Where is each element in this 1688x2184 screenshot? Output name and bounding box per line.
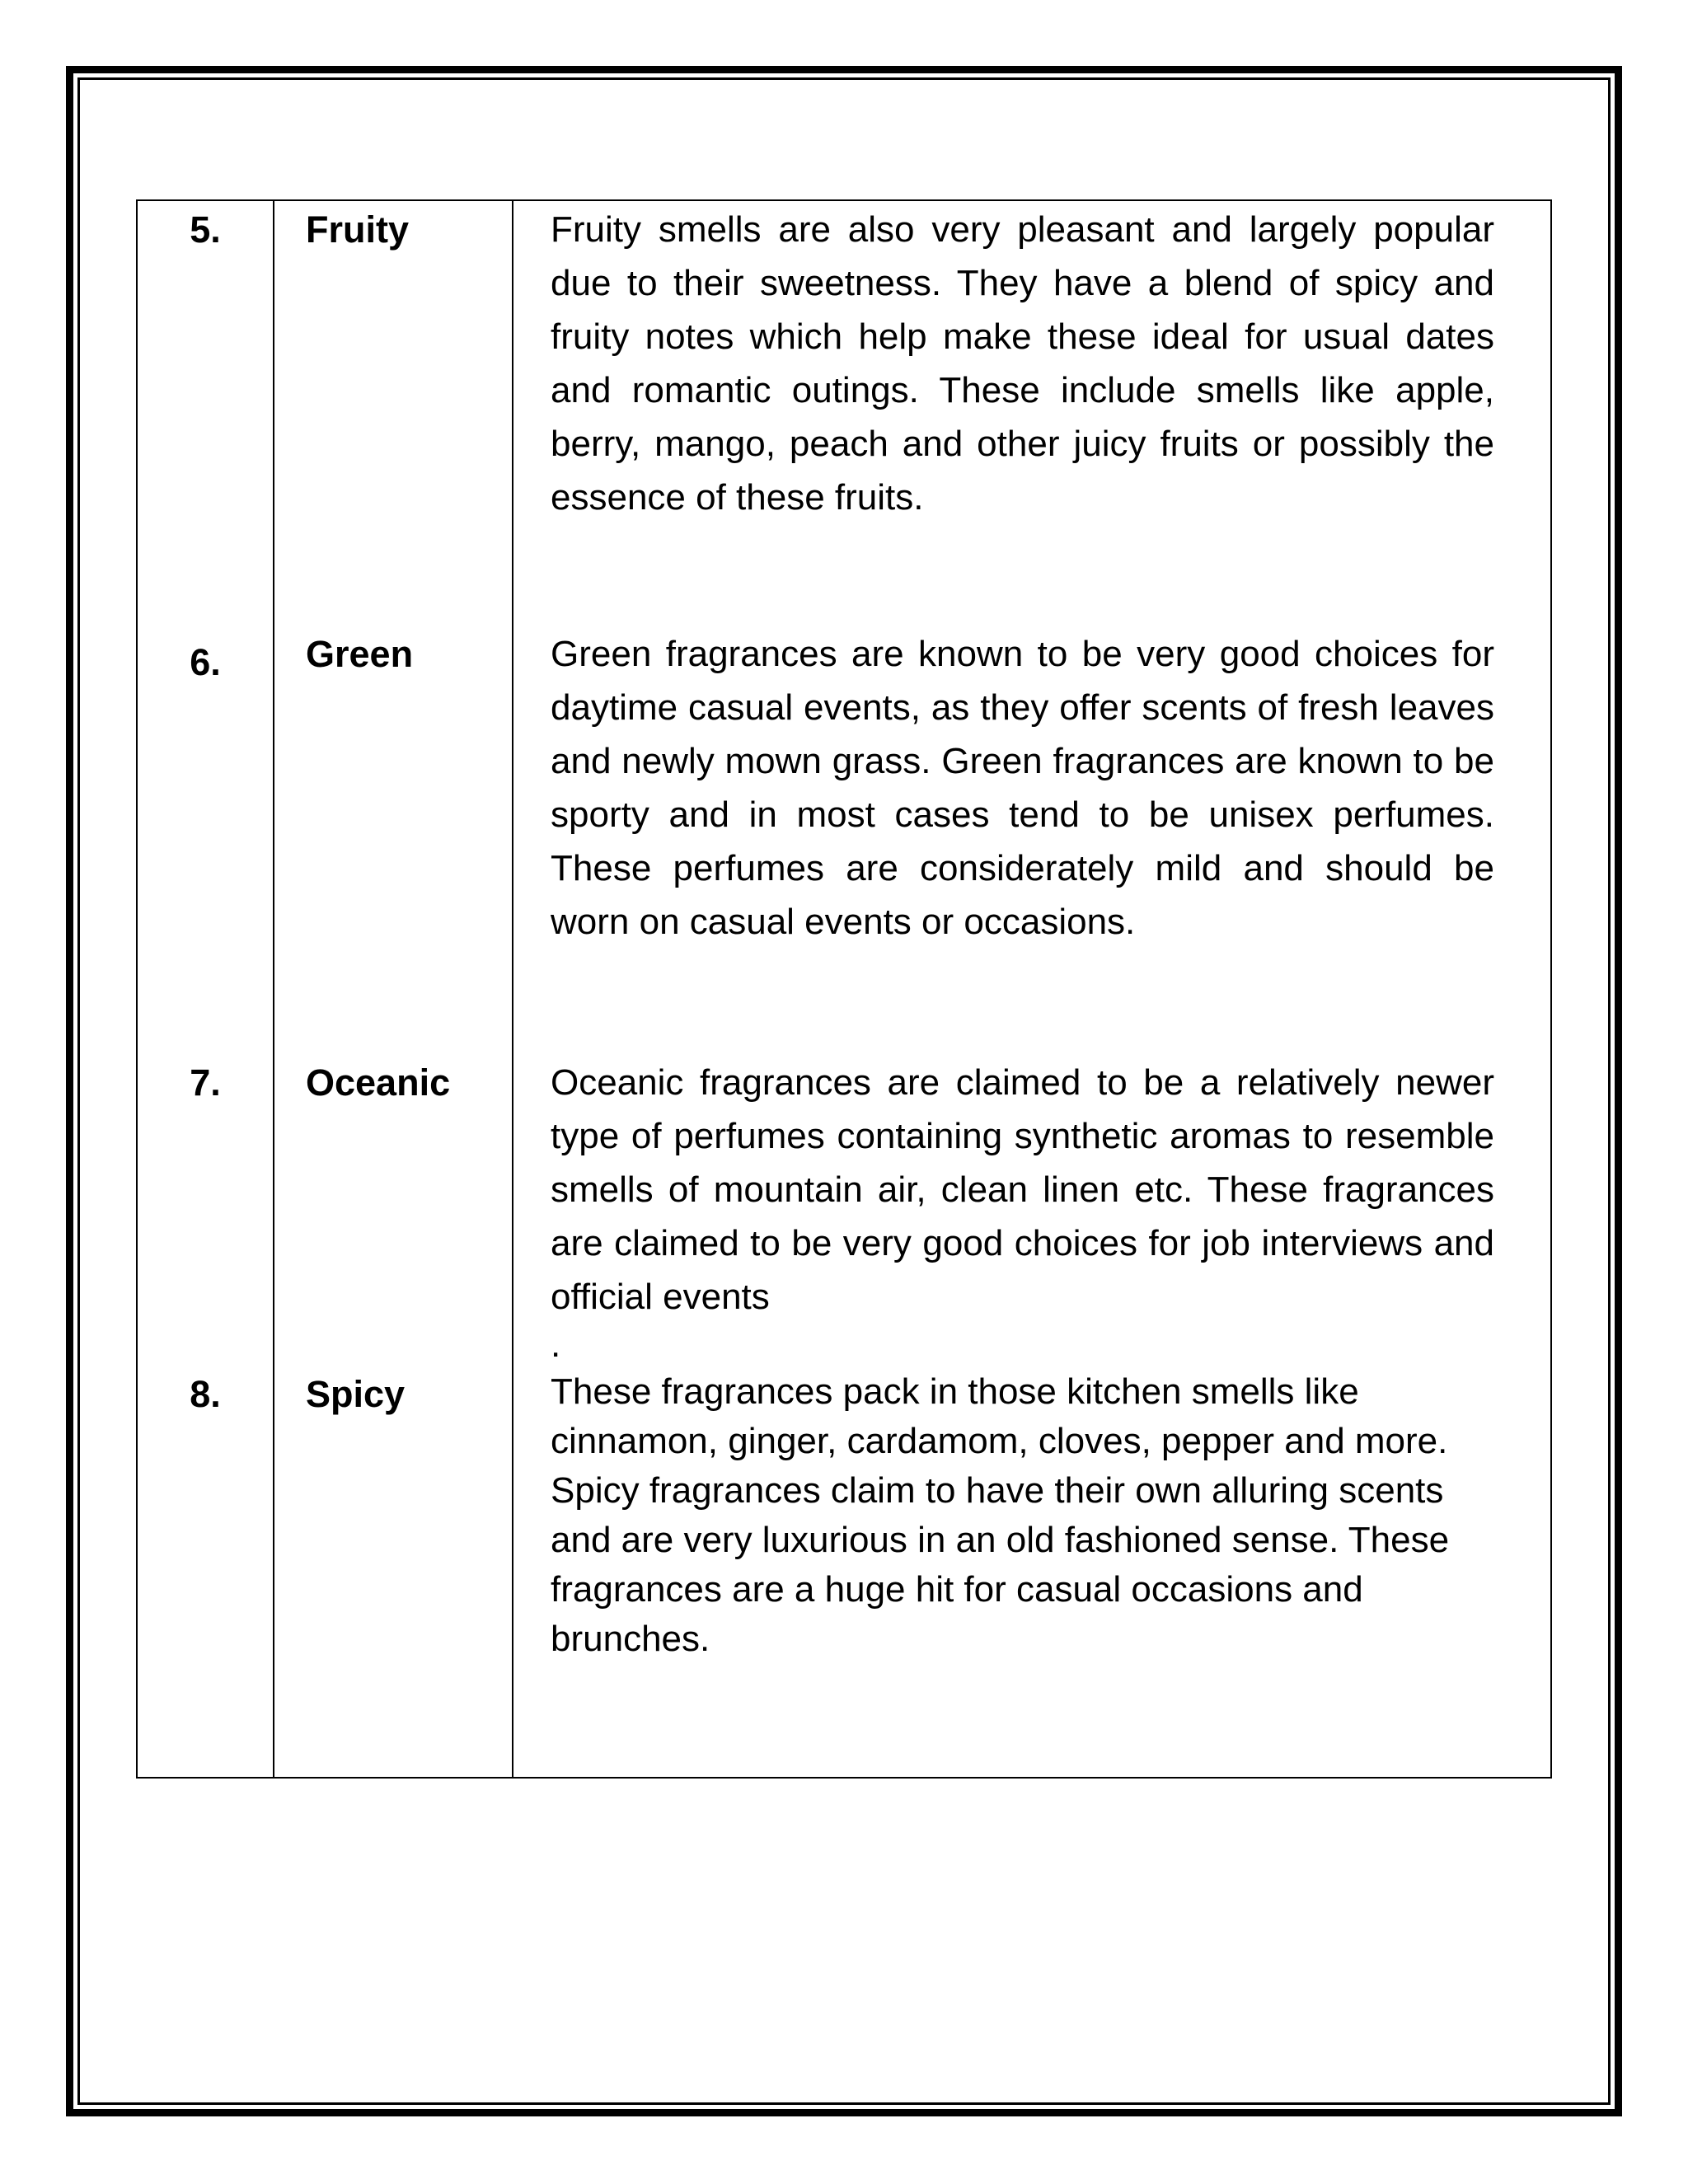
- row-number-text: 8.: [190, 1373, 221, 1415]
- fragrance-description: [513, 200, 1551, 627]
- row-number: [137, 1367, 274, 1778]
- fragrance-type-text: Spicy: [306, 1373, 406, 1415]
- row-number: [137, 1056, 274, 1367]
- table-row: [137, 627, 1551, 1056]
- description-text: Oceanic fragrances are claimed to be a relatively newer type of perfumes containing synthetic aromas to resemble smells of mountain air, clean linen etc. These fragrances are claimed to be very good choices for job interviews and official events: [551, 1062, 1494, 1317]
- row-number: [137, 200, 274, 627]
- fragrance-description: [513, 627, 1551, 1056]
- description-text: These fragrances pack in those kitchen smells like cinnamon, ginger, cardamom, cloves, pepper and more. Spicy fragrances claim to have their own alluring scents and are very luxurious in an old fashioned sense. These fragrances are a huge hit for casual occasions and brunches.: [551, 1371, 1450, 1659]
- row-number: [137, 627, 274, 1056]
- fragrance-description: [513, 1056, 1551, 1367]
- fragrance-description: [513, 1367, 1551, 1778]
- fragrance-type-text: Oceanic: [306, 1062, 451, 1104]
- fragrance-type: [274, 1367, 513, 1778]
- fragrance-type-text: Fruity: [306, 209, 410, 251]
- fragrance-type: [274, 627, 513, 1056]
- table-row: [137, 1056, 1551, 1367]
- fragrance-type: [274, 1056, 513, 1367]
- row-number-text: 7.: [190, 1062, 221, 1104]
- trailing-period: .: [551, 1324, 561, 1365]
- fragrance-types-table: [136, 199, 1552, 1779]
- row-number-text: 5.: [190, 209, 221, 251]
- fragrance-type-text: Green: [306, 633, 414, 675]
- table-row: [137, 1367, 1551, 1778]
- description-text: Green fragrances are known to be very good choices for daytime casual events, as they offer scents of fresh leaves and newly mown grass. Green fragrances are known to be sporty and in most cases tend to be unisex perfumes. These perfumes are considerately mild and should be worn on casual events or occasions.: [551, 634, 1494, 942]
- fragrance-type: [274, 200, 513, 627]
- description-text: Fruity smells are also very pleasant and largely popular due to their sweetness. They have a blend of spicy and fruity notes which help make these ideal for usual dates and romantic outings. These include smells like apple, berry, mango, peach and other juicy fruits or possibly the essence of these fruits.: [551, 209, 1494, 518]
- table-row: [137, 200, 1551, 627]
- row-number-text: 6.: [190, 641, 221, 683]
